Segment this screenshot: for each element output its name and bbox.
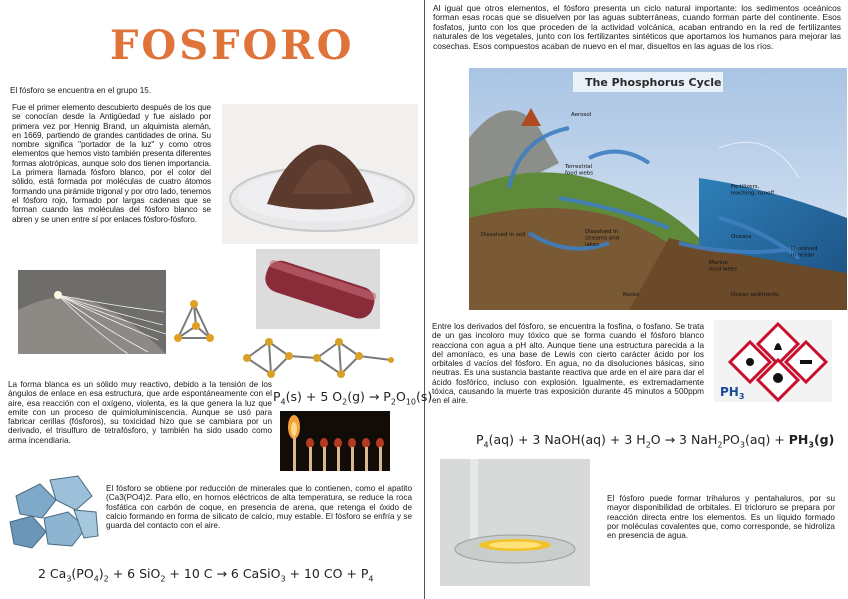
red-phosphorus-photo bbox=[222, 104, 418, 244]
label-marine: Marine food webs bbox=[709, 260, 738, 273]
label-streams: Dissolved in streams and lakes bbox=[585, 229, 620, 248]
phosphine-hazard-pictograms bbox=[714, 320, 832, 402]
cycle-paragraph: Al igual que otros elementos, el fósforo presenta un ciclo natural importante: los sedimentos oceánicos forman esas rocas que se disuelven por las aguas subterráneas, cuando forman parte del continente. Esos fosfatos, junto con los que proceden de la actividad volcánica, acaban entrando en la red de fertilizantes naturales de los vegetales, junto con los fertilizantes sintéticos que aportamos los humanos para mejorar las cosechas. Esos compuestos acaban de nuevo en el mar, disueltos en las aguas de los ríos. bbox=[433, 3, 841, 51]
diagram-title: The Phosphorus Cycle bbox=[585, 76, 722, 89]
phosphorus-sparks-photo bbox=[18, 270, 166, 354]
page-title: FOSFORO bbox=[110, 22, 355, 69]
label-soil: Dissolved in soil bbox=[481, 232, 526, 238]
phosphine-paragraph: Entre los derivados del fósforo, se encuentra la fosfina, o fosfano. Se trata de un gas incoloro muy tóxico que se forma cuando el fósforo blanco reacciona con agua a pH alto. Aunque tiene una estructura parecida a la del amoníaco, es una base de Lewis con cierto carácter ácido por los orbitales d vacíos del fósforo. En agua, no da disoluciones básicas, sino neutras. Es una sustancia bastante reactiva que arde en el aire para dar el ácido fosfórico, incluso con explosión. Igualmente, es extremadamente tóxica, causando la muerte tras exposición durante 45 minutos a 500ppm en el aire. bbox=[432, 322, 704, 406]
hazard-formula-subscript: 3 bbox=[738, 392, 745, 401]
label-rocks: Rocks bbox=[623, 292, 640, 298]
red-phosphorus-tube-photo bbox=[256, 249, 380, 329]
label-terrestrial: Terrestrial food webs bbox=[565, 164, 594, 177]
intro-text: El fósforo se encuentra en el grupo 15. bbox=[10, 86, 152, 95]
label-sediments: Ocean sediments bbox=[731, 292, 779, 298]
label-fertilizers: Fertilizers, leaching, runoff bbox=[731, 184, 775, 197]
label-dissolved-ocean: Dissolved in ocean bbox=[791, 246, 818, 259]
phosphorus-cycle-diagram bbox=[469, 68, 847, 310]
phosphine-equation: $P_4(aq) + 3$ NaOH(aq) + 3 $H_2O \to 3$ $NaH_2PO_3(aq) + PH_3(g)$ bbox=[476, 432, 835, 450]
halides-paragraph: El fósforo puede formar trihaluros y pentahaluros, por su mayor disponibilidad de orbitales. El tricloruro se prepara por reacción directa entre los elementos. Es un líquido formado por moléculas covalentes que, como corresponde, se hidroliza en presencia de agua. bbox=[607, 494, 835, 541]
reduction-equation: 2 $Ca_3(PO_4)_2 + 6$ SiO$_2$ + 10 C → 6 CaSiO$_3$ + 10 CO + $P_4$ bbox=[38, 566, 374, 584]
combustion-equation: $P_4(s) + 5$ $O_2(g) \to P_2O_{10}(s)$ bbox=[273, 389, 433, 407]
p4-tetrahedron-model bbox=[172, 298, 216, 350]
production-paragraph: El fósforo se obtiene por reducción de minerales que lo contienen, como el apatito (Ca3(PO4)2. Para ello, en hornos eléctricos de alta temperatura, se reduce la roca fosfática con carbón de coque, en presencia de arena, que retenga el óxido de calcio formando en forma de silicato de calcio, muy estable. El fósforo se enfría y se guarda del contacto con el aire. bbox=[106, 484, 412, 531]
white-phosphorus-paragraph: La forma blanca es un sólido muy reactivo, debido a la tensión de los ángulos de enlace en esa estructura, que arde espontáneamente con el aire, esa reacción con el oxígeno, violenta, es la que genera la luz que emite con un proceso de quimioluminiscencia. Aunque se usó para fabricar cerillas (fósforos), su toxicidad hizo que se cambiara por un derivado, el trisulfuro de tetrafósforo, y también ha sido usado como arma incendiaria. bbox=[8, 380, 272, 445]
hazard-formula: PH bbox=[720, 385, 739, 399]
history-paragraph: Fue el primer elemento descubierto después de los que se conocían desde la Antigüedad y fue aislado por primera vez por Hennig Brand, un alquimista alemán, en 1669, partiendo de grandes cantidades de orina. Su nombre significa "portador de la luz" y como otros elementos que hemos visto también presenta diferentes formas alotrópicas, aunque solo dos tienen importancia. La primera llamada fósforo blanco, por el color del sólido, está formada por moléculas de cuatro átomos formando una pirámide trigonal y por otro lado, tenemos el fósforo rojo, formado por largas cadenas que se forman cuando las moléculas del fósforo blanco se abren y se unen entre sí por enlaces fósforo-fósforo. bbox=[12, 103, 211, 224]
red-phosphorus-chain-model bbox=[243, 334, 395, 382]
phosphorus-trichloride-photo bbox=[440, 459, 590, 586]
burning-matches-photo bbox=[280, 411, 390, 471]
apatite-mineral-photo bbox=[6, 466, 100, 554]
label-aerosol: Aerosol bbox=[571, 112, 592, 118]
page-divider bbox=[424, 0, 425, 599]
label-oceans: Oceans bbox=[731, 234, 752, 240]
